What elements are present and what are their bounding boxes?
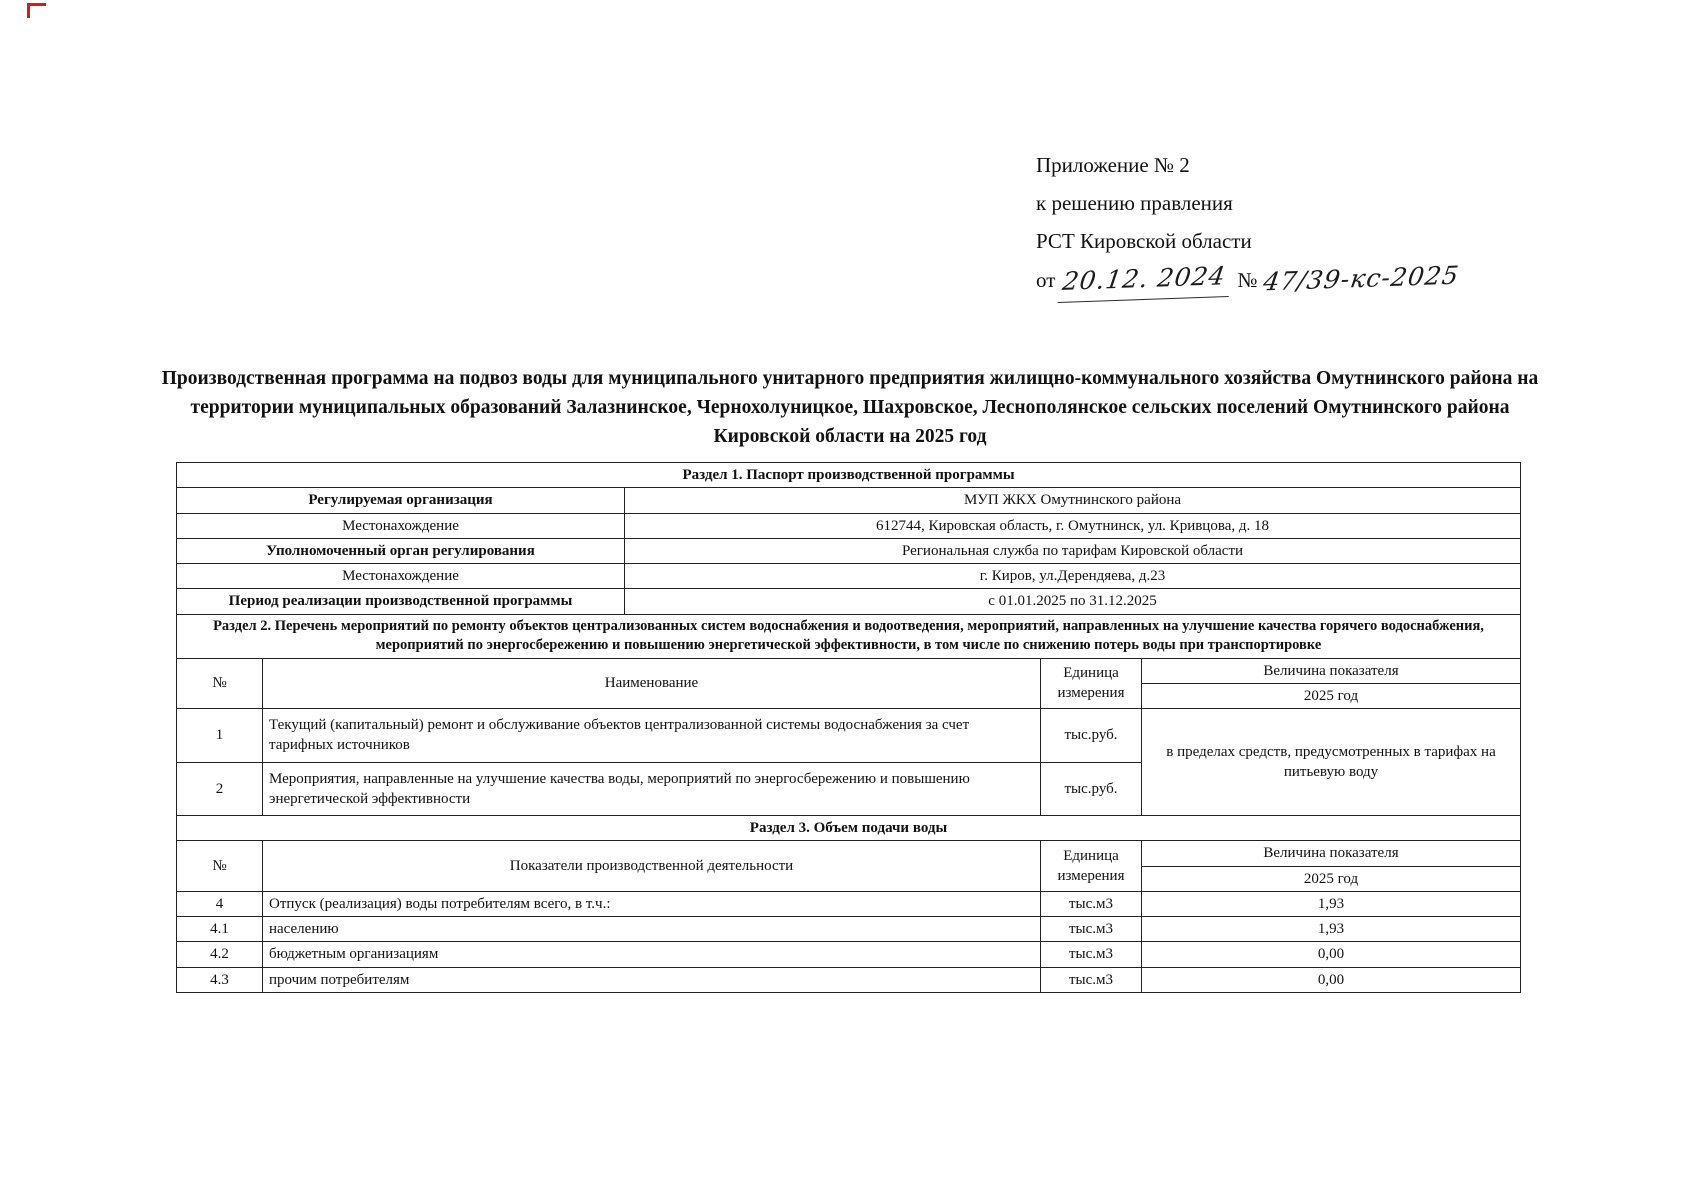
column-header-name: Показатели производственной деятельности [263, 841, 1041, 892]
column-header-unit: Единица измерения [1041, 841, 1142, 892]
appendix-line-3: РСТ Кировской области [1036, 229, 1252, 253]
supply-row [177, 942, 1521, 967]
passport-label: Местонахождение [177, 564, 625, 589]
appendix-line-1: Приложение № 2 [1036, 153, 1190, 177]
passport-row [177, 513, 1521, 538]
ot-label: от [1036, 268, 1056, 292]
passport-value: с 01.01.2025 по 31.12.2025 [625, 589, 1521, 614]
passport-label: Регулируемая организация [177, 488, 625, 513]
measure-no: 2 [177, 762, 263, 816]
passport-value: г. Киров, ул.Дерендяева, д.23 [625, 564, 1521, 589]
supply-row [177, 917, 1521, 942]
section2-title: Раздел 2. Перечень мероприятий по ремонту объектов централизованных систем водоснабжения и водоотведения, мероприятий, направленных на улучшение качества горячего водоснабжения, мероприятий по энергосбережению и повышению энергетической эффективности, в том числе по снижению потерь воды при транспортировке [177, 614, 1521, 658]
column-header-no: № [177, 658, 263, 709]
passport-label: Период реализации производственной программы [177, 589, 625, 614]
section3-title-row [177, 816, 1521, 841]
section1-title-row [177, 463, 1521, 488]
scan-corner-mark [27, 3, 46, 18]
number-sign-label: № [1237, 268, 1258, 292]
section2-table [176, 614, 1521, 817]
passport-row [177, 488, 1521, 513]
passport-row [177, 538, 1521, 563]
measure-name: Мероприятия, направленные на улучшение качества воды, мероприятий по энергосбережению и повышению энергетической эффективности [263, 762, 1041, 816]
supply-value: 0,00 [1142, 942, 1521, 967]
supply-unit: тыс.м3 [1041, 942, 1142, 967]
section1-table [176, 462, 1521, 615]
handwritten-date: 20.12. 2024 [1058, 257, 1235, 303]
measure-no: 1 [177, 709, 263, 763]
appendix-header [1036, 146, 1461, 300]
supply-value: 1,93 [1142, 917, 1521, 942]
section3-table [176, 815, 1521, 993]
column-header-value: Величина показателя [1142, 841, 1521, 866]
supply-no: 4.3 [177, 967, 263, 992]
column-header-value: Величина показателя [1142, 658, 1521, 683]
supply-row [177, 891, 1521, 916]
handwritten-number: 47/39-кс-2025 [1261, 260, 1461, 297]
supply-name: прочим потребителям [263, 967, 1041, 992]
measure-unit: тыс.руб. [1041, 762, 1142, 816]
passport-value: 612744, Кировская область, г. Омутнинск, ул. Кривцова, д. 18 [625, 513, 1521, 538]
supply-name: населению [263, 917, 1041, 942]
appendix-date-line [1036, 260, 1461, 300]
column-header-year: 2025 год [1142, 683, 1521, 708]
measure-unit: тыс.руб. [1041, 709, 1142, 763]
appendix-line-2: к решению правления [1036, 191, 1233, 215]
supply-name: бюджетным организациям [263, 942, 1041, 967]
measure-merged-value: в пределах средств, предусмотренных в тарифах на питьевую воду [1142, 709, 1521, 816]
passport-row [177, 589, 1521, 614]
column-header-no: № [177, 841, 263, 892]
section3-header-row [177, 841, 1521, 866]
column-header-unit: Единица измерения [1041, 658, 1142, 709]
passport-label: Уполномоченный орган регулирования [177, 538, 625, 563]
section1-title: Раздел 1. Паспорт производственной программы [177, 463, 1521, 488]
column-header-year: 2025 год [1142, 866, 1521, 891]
section2-title-row [177, 614, 1521, 658]
document-tables [176, 462, 1521, 993]
supply-no: 4.2 [177, 942, 263, 967]
supply-unit: тыс.м3 [1041, 967, 1142, 992]
measure-row [177, 709, 1521, 763]
supply-no: 4 [177, 891, 263, 916]
section3-title: Раздел 3. Объем подачи воды [177, 816, 1521, 841]
document-title: Производственная программа на подвоз воды для муниципального унитарного предприятия жилищно-коммунального хозяйства Омутнинского района на территории муниципальных образований Залазнинское, Чернохолуницкое, Шахровское, Леснополянское сельских поселений Омутнинского района Кировской области на 2025 год [161, 368, 1539, 447]
supply-value: 0,00 [1142, 967, 1521, 992]
supply-value: 1,93 [1142, 891, 1521, 916]
passport-row [177, 564, 1521, 589]
passport-value: Региональная служба по тарифам Кировской области [625, 538, 1521, 563]
measure-name: Текущий (капитальный) ремонт и обслуживание объектов централизованной системы водоснабжения за счет тарифных источников [263, 709, 1041, 763]
column-header-name: Наименование [263, 658, 1041, 709]
supply-no: 4.1 [177, 917, 263, 942]
supply-row [177, 967, 1521, 992]
supply-unit: тыс.м3 [1041, 917, 1142, 942]
section2-header-row [177, 658, 1521, 683]
supply-unit: тыс.м3 [1041, 891, 1142, 916]
supply-name: Отпуск (реализация) воды потребителям всего, в т.ч.: [263, 891, 1041, 916]
passport-label: Местонахождение [177, 513, 625, 538]
passport-value: МУП ЖКХ Омутнинского района [625, 488, 1521, 513]
